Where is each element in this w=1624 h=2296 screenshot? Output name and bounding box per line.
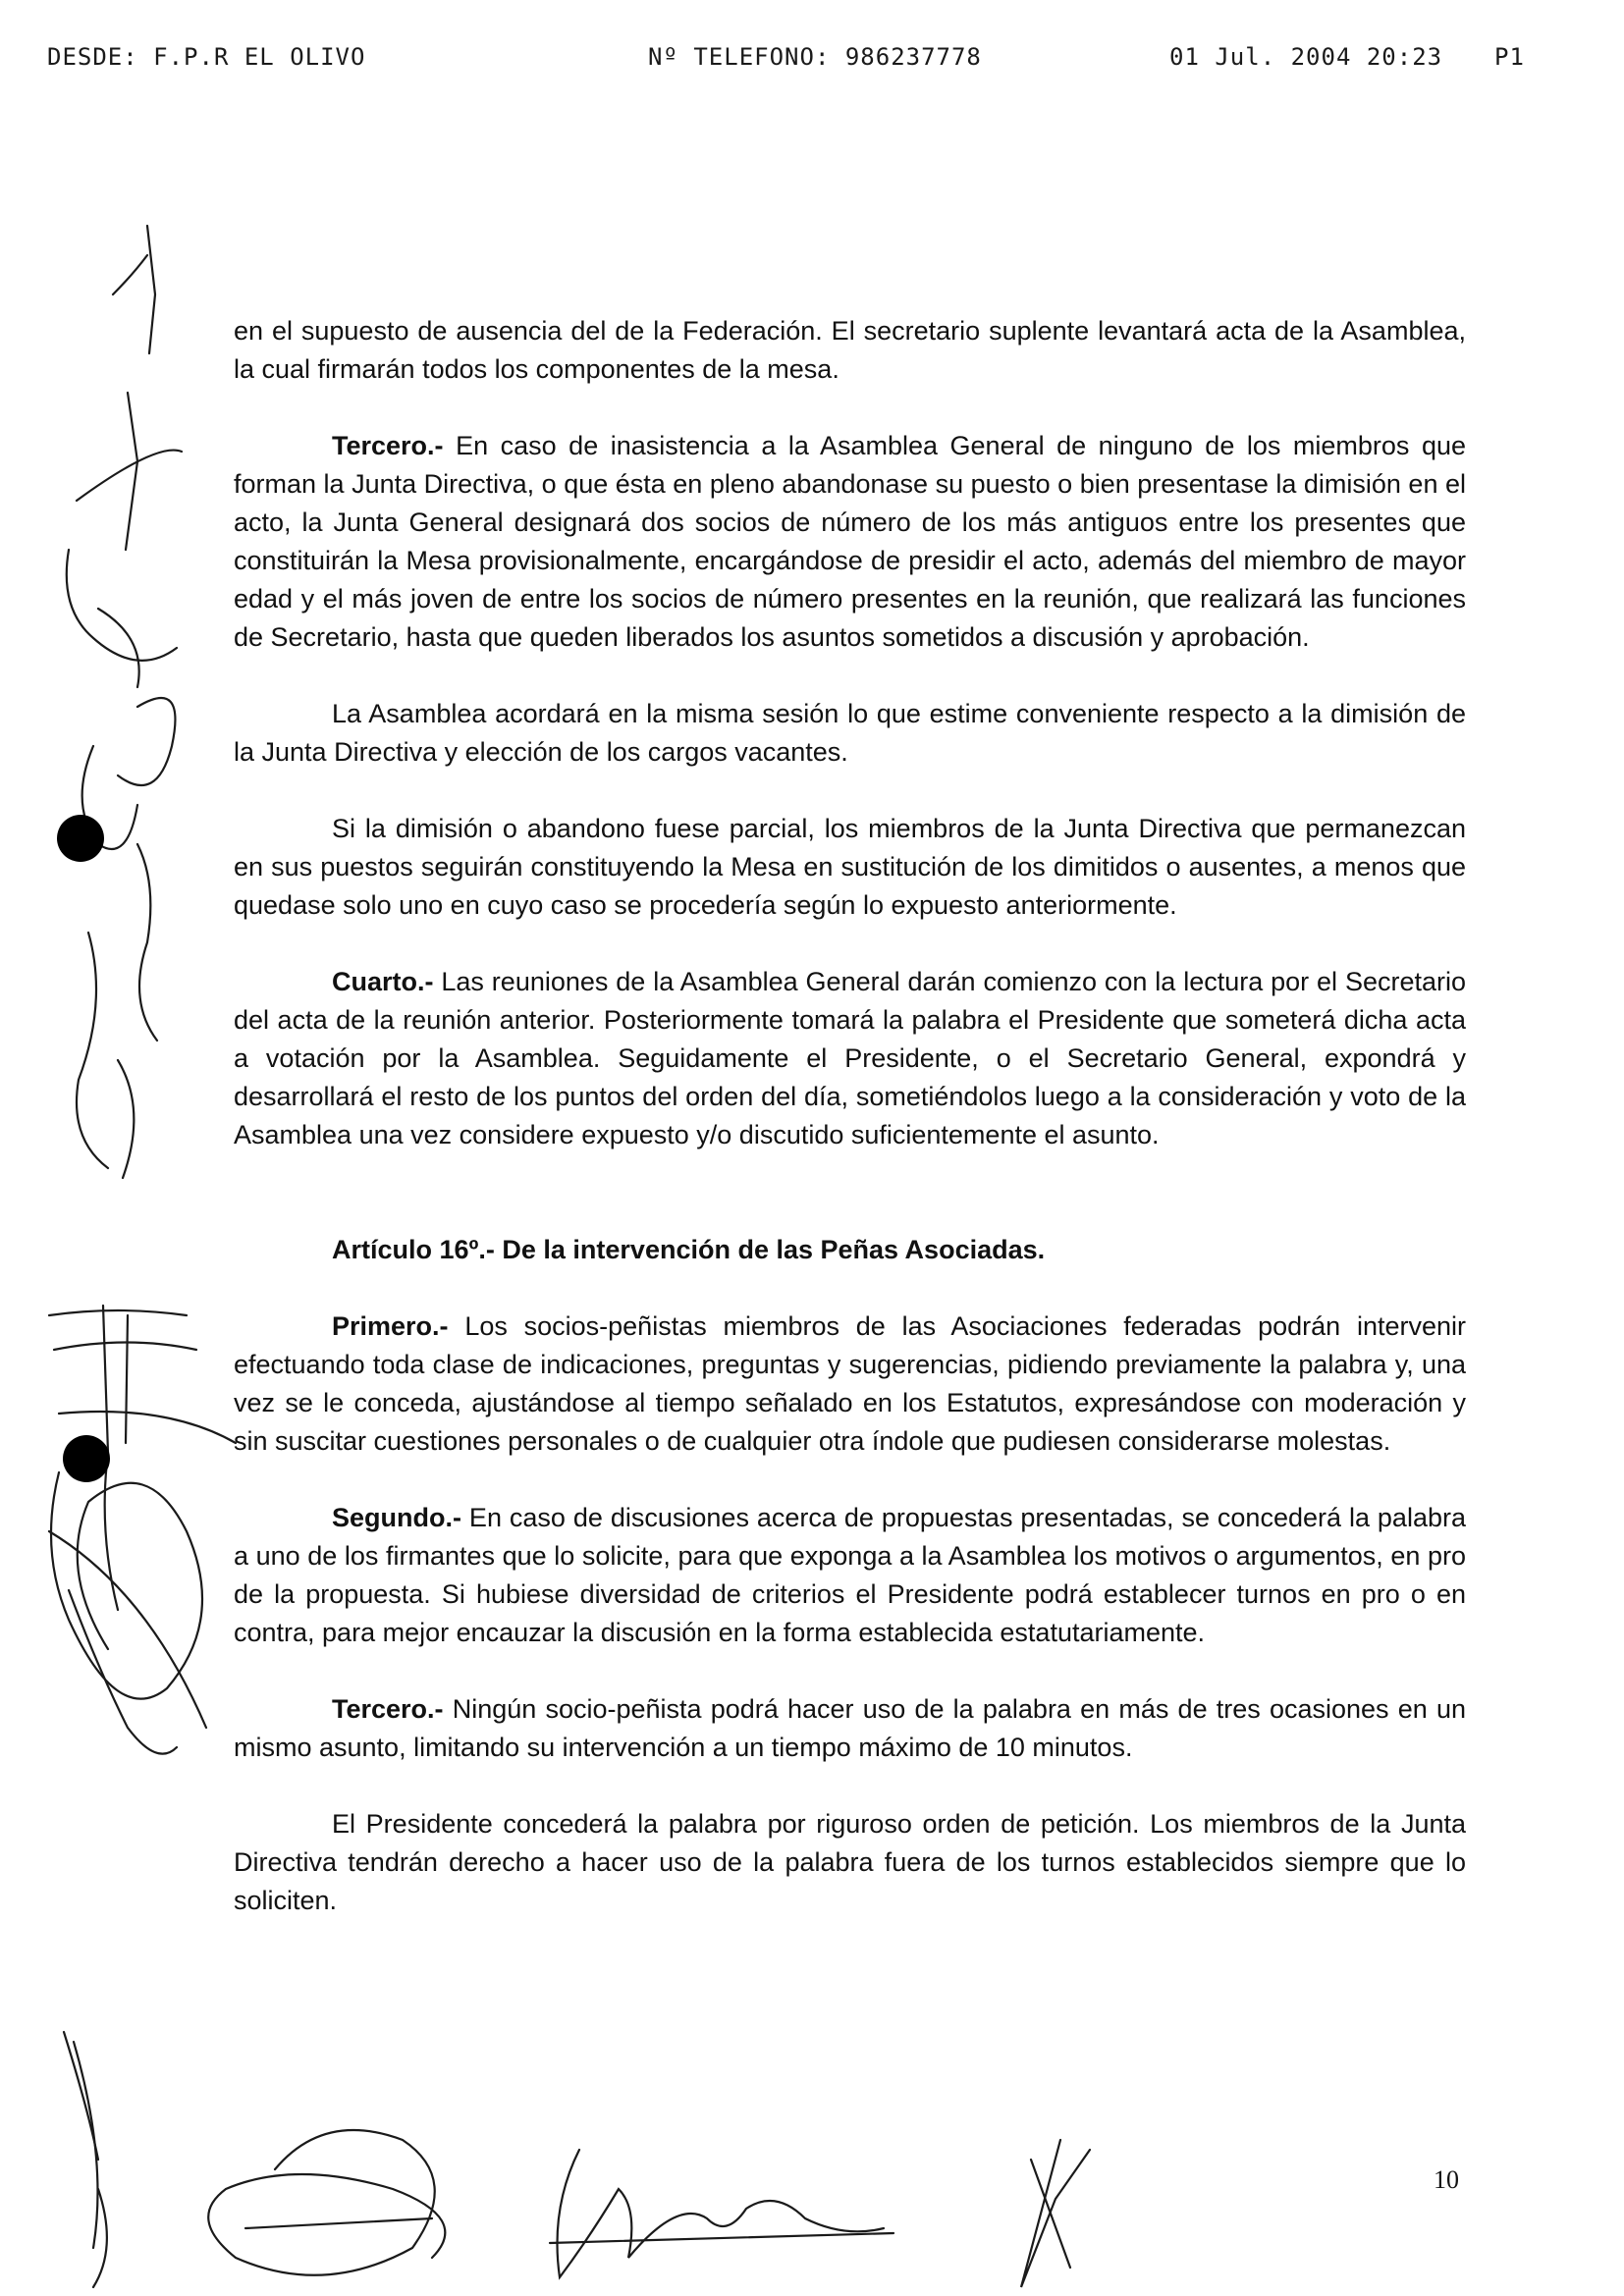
margin-stroke-14 [103, 1306, 108, 1453]
margin-stroke-10 [77, 933, 108, 1168]
document-body [234, 312, 1466, 1920]
margin-stroke-19 [69, 1590, 177, 1754]
paragraph-presidente: El Presidente concederá la palabra por riguroso orden de petición. Los miembros de la Junta Directiva tendrán derecho a hacer uso de la palabra fuera de los turnos establecidos siempre que lo soliciten. [234, 1809, 1466, 1915]
paragraph-primero [234, 1308, 1466, 1461]
label-cuarto: Cuarto.- [332, 967, 434, 996]
margin-stroke-4 [126, 393, 137, 550]
signature-1 [208, 2130, 445, 2275]
label-primero: Primero.- [332, 1311, 449, 1341]
signature-2 [558, 2150, 885, 2277]
paragraph-cuarto [234, 963, 1466, 1154]
margin-stroke-9 [137, 844, 157, 1041]
label-tercero: Tercero.- [332, 431, 444, 460]
signature-2-line [550, 2233, 893, 2243]
fax-phone: Nº TELEFONO: 986237778 [648, 43, 982, 71]
page-number: 10 [1434, 2165, 1459, 2194]
punch-hole-bottom [63, 1435, 110, 1482]
text-tercero-16: Ningún socio-peñista podrá hacer uso de la palabra en más de tres ocasiones en un mismo asunto, limitando su intervención a un tiempo máximo de 10 minutos. [234, 1694, 1466, 1762]
margin-stroke-2 [113, 255, 147, 294]
margin-stroke-12 [49, 1310, 187, 1315]
margin-stroke-7 [118, 698, 175, 785]
paragraph-segundo [234, 1499, 1466, 1652]
margin-stroke-17 [51, 1472, 202, 1699]
margin-stroke-3 [77, 451, 182, 501]
margin-stroke-13 [54, 1343, 196, 1351]
fax-date: 01 Jul. 2004 20:23 [1169, 43, 1443, 71]
label-tercero-16: Tercero.- [332, 1694, 444, 1724]
margin-stroke-11 [118, 1060, 134, 1178]
label-segundo: Segundo.- [332, 1503, 461, 1532]
margin-stroke-5 [67, 550, 177, 661]
paragraph-continuation: en el supuesto de ausencia del de la Federación. El secretario suplente levantará acta de la Asamblea, la cual firmarán todos los componentes de la mesa. [234, 316, 1466, 384]
paragraph-tercero-16 [234, 1690, 1466, 1767]
signature-1-line [245, 2218, 432, 2228]
text-cuarto: Las reuniones de la Asamblea General darán comienzo con la lectura por el Secretario del acta de la reunión anterior. Posteriormente tomará la palabra el Presidente que someterá dicha acta a votación por la Asamblea. Seguidamente el Presidente, o el Secretario General, expondrá y desarrollará el resto de los puntos del orden del día, sometiéndolos luego a la consideración y voto de la Asamblea una vez considere expuesto y/o discutido suficientemente el asunto. [234, 967, 1466, 1149]
paragraph-asamblea-acordara: La Asamblea acordará en la misma sesión lo que estime conveniente respecto a la dimisión de la Junta Directiva y elección de los cargos vacantes. [234, 699, 1466, 767]
paragraph-dimision-parcial: Si la dimisión o abandono fuese parcial, los miembros de la Junta Directiva que permanezcan en sus puestos seguirán constituyendo la Mesa en sustitución de los dimitidos o ausentes, a menos que quedase solo uno en cuyo caso se procedería según lo expuesto anteriormente. [234, 814, 1466, 920]
text-primero: Los socios-peñistas miembros de las Asociaciones federadas podrán intervenir efectuando toda clase de indicaciones, preguntas y sugerencias, pidiendo previamente la palabra y, una vez se le conceda, ajustándose al tiempo señalado en los Estatutos, expresándose con moderación y sin suscitar cuestiones personales o de cualquier otra índole que pudiesen considerarse molestas. [234, 1311, 1466, 1456]
fax-page: P1 [1494, 43, 1525, 71]
text-tercero: En caso de inasistencia a la Asamblea General de ninguno de los miembros que forman la Junta Directiva, o que ésta en pleno abandonase su puesto o bien presentase la dimisión en el acto, la Junta General designará dos socios de número de los más antiguos entre los presentes que constituirán la Mesa provisionalmente, encargándose de presidir el acto, además del miembro de mayor edad y el más joven de entre los socios de número presentes en la reunión, que realizará las funciones de Secretario, hasta que queden liberados los asuntos sometidos a discusión y aprobación. [234, 431, 1466, 652]
margin-stroke-21 [64, 2032, 98, 2160]
margin-stroke-15 [126, 1315, 128, 1443]
punch-hole-top [57, 815, 104, 862]
margin-stroke-1 [147, 226, 155, 353]
text-segundo: En caso de discusiones acerca de propuestas presentadas, se concederá la palabra a uno de los firmantes que lo solicite, para que exponga a la Asamblea los motivos o argumentos, en pro de la propuesta. Si hubiese diversidad de criterios el Presidente podrá establecer turnos en pro o en contra, para mejor encauzar la discusión en la forma establecida estatutariamente. [234, 1503, 1466, 1647]
fax-from: DESDE: F.P.R EL OLIVO [47, 43, 366, 71]
article-16-title: Artículo 16º.- De la intervención de las Peñas Asociadas. [332, 1235, 1046, 1264]
paragraph-tercero [234, 427, 1466, 657]
